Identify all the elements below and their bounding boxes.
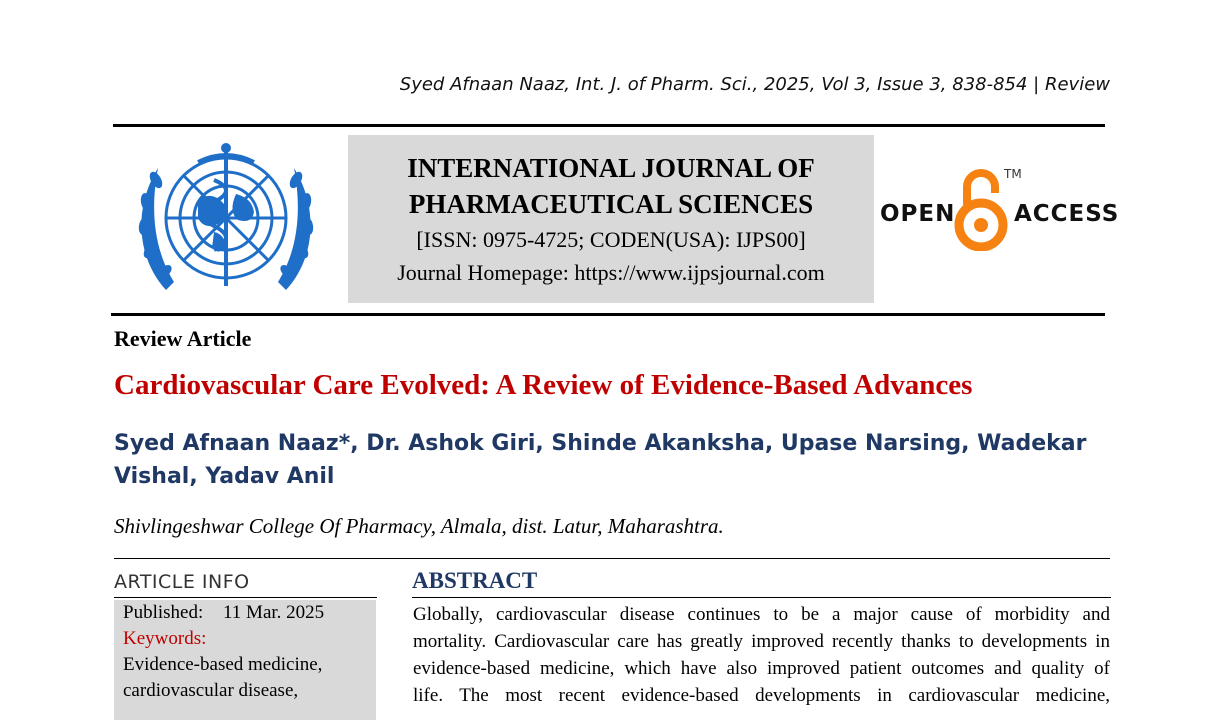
abstract-body — [413, 601, 1110, 709]
paper-title: Cardiovascular Care Evolved: A Review of Evidence-Based Advances — [114, 369, 973, 401]
journal-emblem-logo — [128, 140, 324, 304]
abstract-rule — [412, 597, 1111, 598]
published-date: 11 Mar. 2025 — [223, 602, 325, 623]
open-access-access-text: ACCESS — [1014, 201, 1120, 227]
keyword-line: cardiovascular disease, — [123, 680, 299, 701]
journal-title-line-2: PHARMACEUTICAL SCIENCES — [408, 189, 814, 219]
abstract-line: mortality. Cardiovascular care has greatly improved recently thanks to developments in — [413, 631, 1110, 652]
open-access-logo — [880, 165, 1120, 255]
open-access-open-text: OPEN — [880, 201, 956, 227]
journal-title-box — [348, 135, 874, 303]
article-info-rule — [114, 597, 377, 598]
header-top-rule — [113, 124, 1105, 127]
header-bottom-rule — [111, 313, 1105, 316]
keywords-label: Keywords: — [123, 628, 207, 649]
author-list-line-1: Syed Afnaan Naaz*, Dr. Ashok Giri, Shinde Akanksha, Upase Narsing, Wadekar — [114, 431, 1087, 456]
article-info-panel — [114, 600, 376, 720]
section-divider-rule — [114, 558, 1110, 559]
article-type-label: Review Article — [114, 326, 252, 351]
journal-title-line-1: INTERNATIONAL JOURNAL OF — [407, 153, 815, 183]
abstract-line: life. The most recent evidence-based developments in cardiovascular medicine, — [413, 685, 1110, 706]
author-list-line-2: Vishal, Yadav Anil — [114, 464, 335, 489]
author-affiliation: Shivlingeshwar College Of Pharmacy, Almala, dist. Latur, Maharashtra. — [114, 514, 724, 538]
article-info-heading: ARTICLE INFO — [114, 571, 250, 593]
abstract-line: Globally, cardiovascular disease continues to be a major cause of morbidity and — [413, 604, 1110, 625]
author-list — [114, 427, 1104, 493]
published-row — [123, 600, 376, 626]
journal-issn: [ISSN: 0975-4725; CODEN(USA): IJPS00] — [416, 227, 806, 252]
abstract-line: evidence-based medicine, which have also improved patient outcomes and quality of — [413, 658, 1110, 679]
open-access-lock-icon — [953, 165, 1009, 251]
abstract-heading: ABSTRACT — [412, 568, 538, 593]
running-header-citation: Syed Afnaan Naaz, Int. J. of Pharm. Sci., 2025, Vol 3, Issue 3, 838-854 | Review — [399, 74, 1110, 95]
trademark-mark: TM — [1004, 167, 1022, 181]
journal-homepage-link[interactable]: Journal Homepage: https://www.ijpsjournal.com — [397, 260, 825, 285]
published-label: Published: — [123, 602, 204, 623]
keyword-line: Evidence-based medicine, — [123, 654, 323, 675]
